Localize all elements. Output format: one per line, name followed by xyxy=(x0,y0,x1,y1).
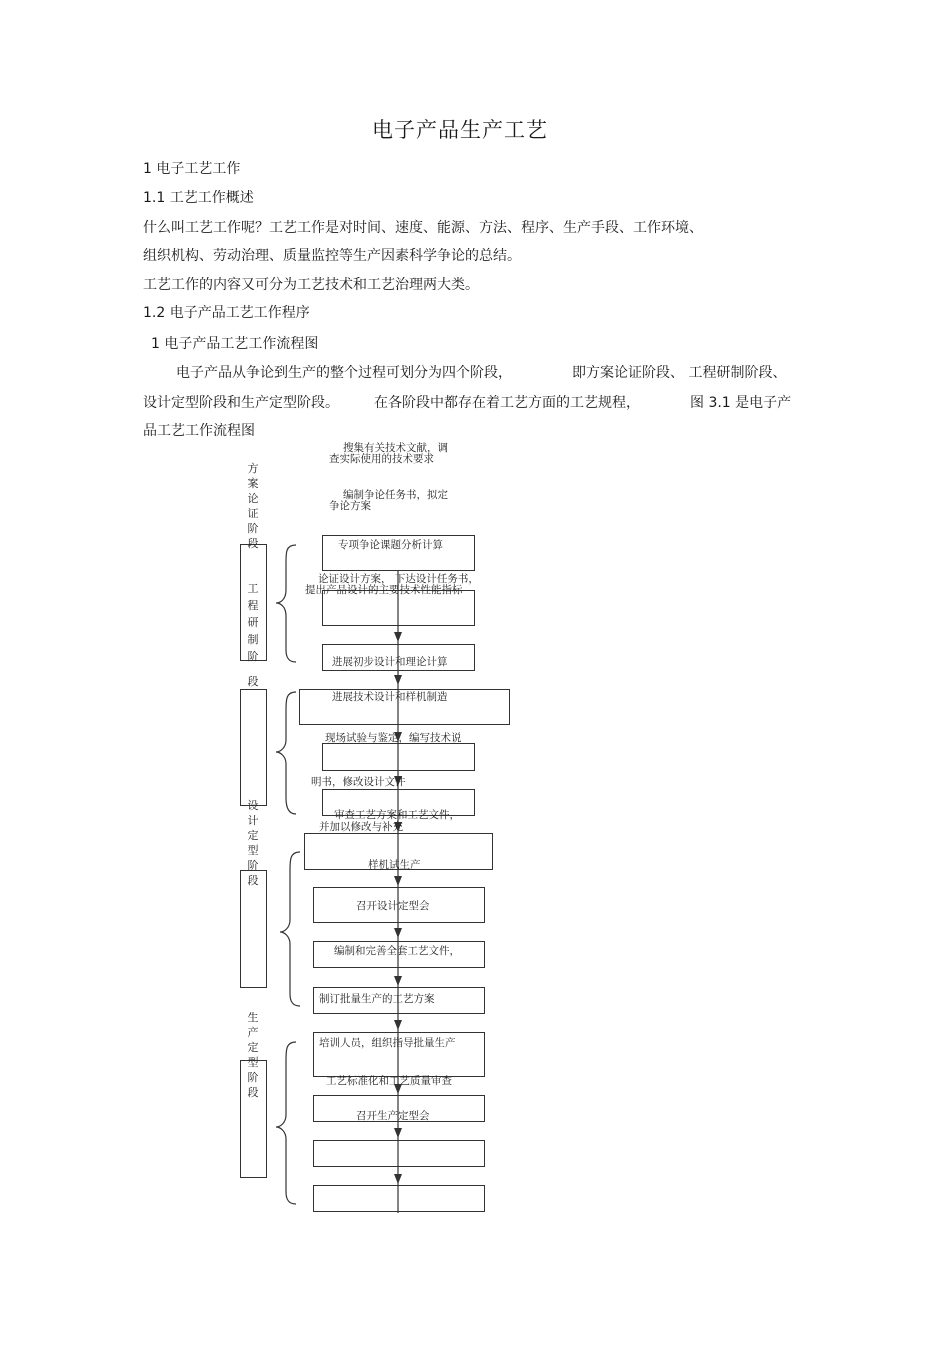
step-text-10: 召开设计定型会 xyxy=(356,900,430,912)
step-text-5: 进展初步设计和理论计算 xyxy=(332,656,448,668)
paragraph-3-line-3: 品工艺工作流程图 xyxy=(143,423,255,439)
paragraph-3-line-2a: 设计定型阶段和生产定型阶段。 xyxy=(143,395,339,411)
stage-label-scheme: 方案论证阶段 xyxy=(247,462,259,550)
step-text-12: 制订批量生产的工艺方案 xyxy=(319,993,435,1005)
paragraph-2: 工艺工作的内容又可分为工艺技术和工艺治理两大类。 xyxy=(143,277,479,293)
paragraph-1-line-1: 什么叫工艺工作呢？工艺工作是对时间、速度、能源、方法、程序、生产手段、工作环境、 xyxy=(143,220,703,236)
step-text-8b: 并加以修改与补充 xyxy=(319,821,403,833)
step-text-9: 样机试生产 xyxy=(368,859,421,871)
step-text-7b: 明书，修改设计文件 xyxy=(311,776,406,788)
heading-1: 1 电子工艺工作 xyxy=(143,161,241,177)
step-text-2a: 编制争论任务书，拟定 xyxy=(343,489,448,501)
step-text-11: 编制和完善全套工艺文件， xyxy=(334,945,460,957)
step-text-3: 专项争论课题分析计算 xyxy=(338,539,443,551)
step-text-4a: 论证设计方案， 下达设计任务书， xyxy=(318,573,479,585)
step-text-2b: 争论方案 xyxy=(329,500,371,512)
paragraph-3-line-2b: 在各阶段中都存在着工艺方面的工艺规程， xyxy=(374,395,640,411)
step-text-1a: 搜集有关技术文献，调 xyxy=(343,442,448,454)
step-box-5 xyxy=(322,743,475,771)
paragraph-3-line-2c: 图 3.1 是电子产 xyxy=(690,395,792,411)
step-text-6: 进展技术设计和样机制造 xyxy=(332,691,448,703)
step-box-14 xyxy=(313,1185,485,1212)
stage-label-engineering-end: 段 xyxy=(247,675,259,688)
paragraph-3-line-1b: 即方案论证阶段、 工程研制阶段、 xyxy=(572,365,787,381)
heading-1-1: 1.1 工艺工作概述 xyxy=(143,190,254,206)
step-text-1b: 查实际使用的技术要求 xyxy=(329,453,434,465)
step-text-13: 培训人员，组织指导批量生产 xyxy=(319,1037,456,1049)
stage-label-engineering: 工程研制阶 xyxy=(247,582,259,663)
sub-heading: 1 电子产品工艺工作流程图 xyxy=(151,336,319,352)
stage-label-production: 生产定型阶段 xyxy=(247,1011,259,1099)
step-text-7a: 现场试验与鉴定，编写技术说 xyxy=(325,732,462,744)
stage-box-design xyxy=(240,689,267,806)
step-text-4b: 提出产品设计的主要技术性能指标 xyxy=(305,584,463,596)
paragraph-1-line-2: 组织机构、劳动治理、质量监控等生产因素科学争论的总结。 xyxy=(143,248,521,264)
step-box-13 xyxy=(313,1140,485,1167)
stage-label-design: 设计定型阶段 xyxy=(247,799,259,887)
page-title: 电子产品生产工艺 xyxy=(372,118,548,142)
paragraph-3-line-1a: 电子产品从争论到生产的整个过程可划分为四个阶段， xyxy=(176,365,512,381)
step-text-14: 工艺标准化和工艺质量审查 xyxy=(326,1075,452,1087)
step-text-15: 召开生产定型会 xyxy=(356,1110,430,1122)
heading-1-2: 1.2 电子产品工艺工作程序 xyxy=(143,305,310,321)
step-text-8a: 审查工艺方案和工艺文件， xyxy=(334,809,460,821)
